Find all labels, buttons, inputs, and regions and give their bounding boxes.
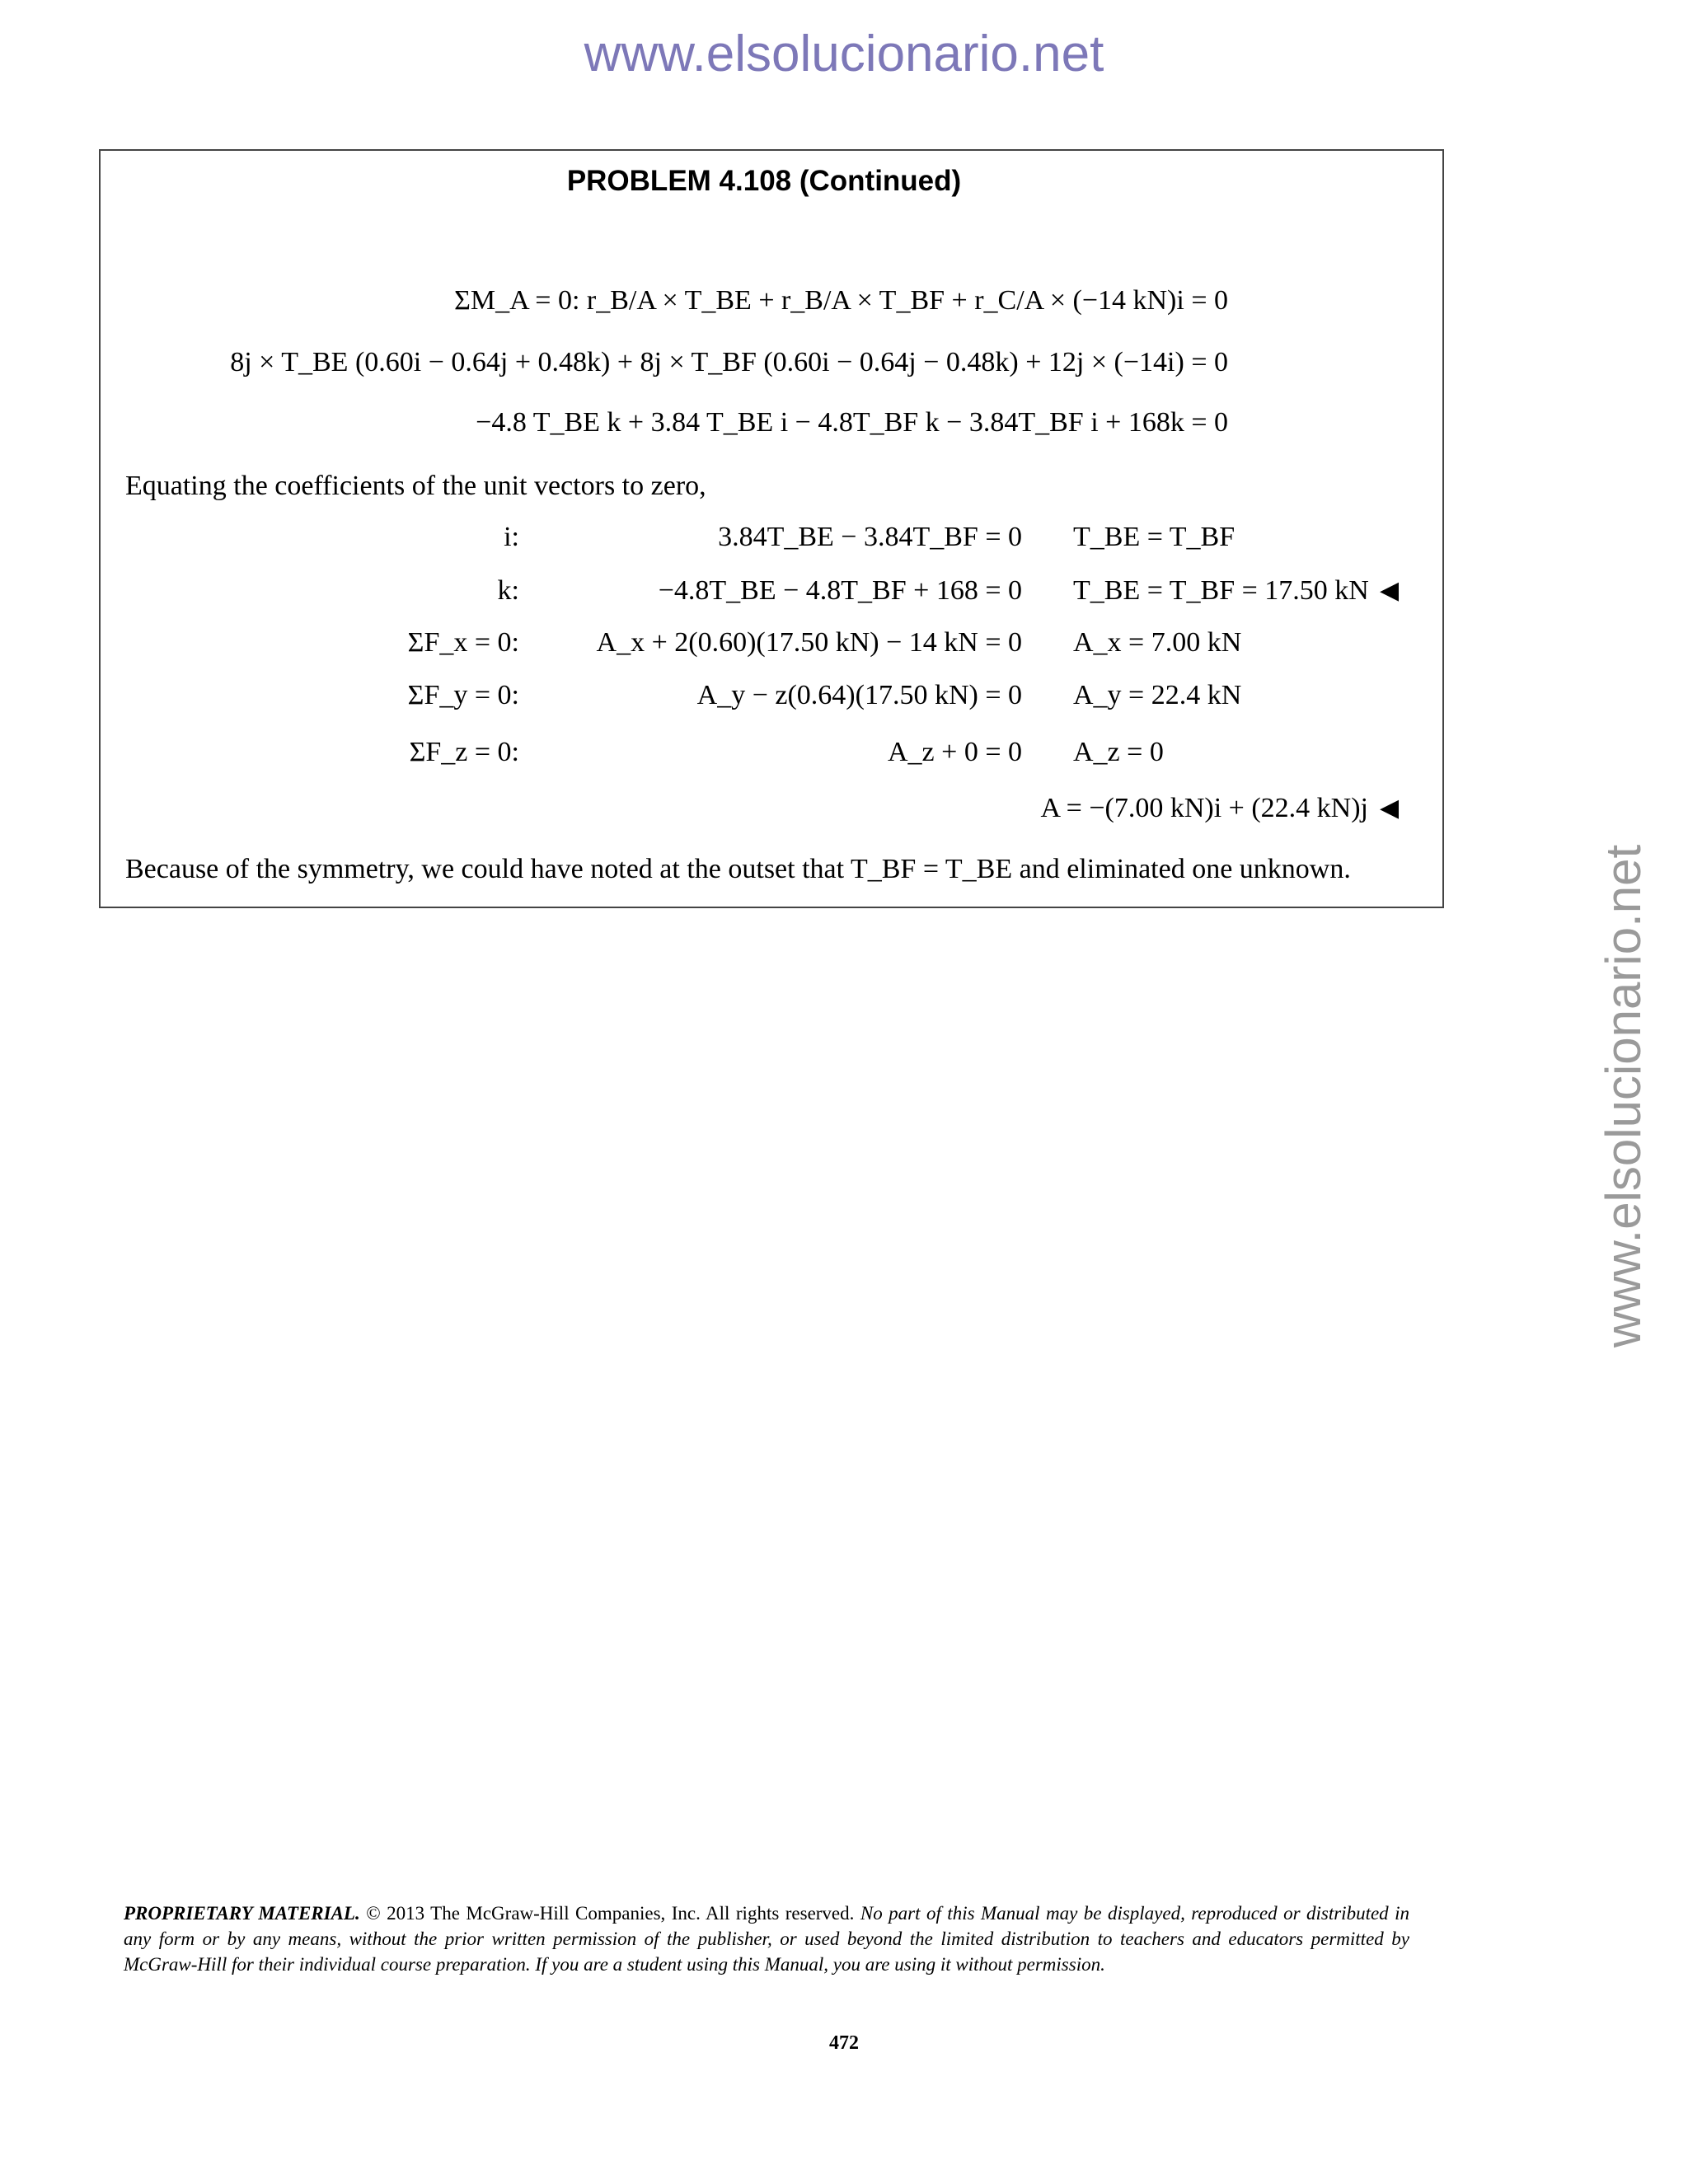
row-result: T_BE = T_BF (1073, 522, 1236, 552)
row-equation: A_y − z(0.64)(17.50 kN) = 0 (696, 680, 1022, 710)
row-equation: 3.84T_BE − 3.84T_BF = 0 (718, 522, 1022, 552)
equating-text: Equating the coefficients of the unit vectors to zero, (125, 471, 706, 501)
watermark-side: www.elsolucionario.net (1596, 844, 1651, 1348)
row-label: ΣF_x = 0: (407, 627, 519, 658)
row-result: A_y = 22.4 kN (1073, 680, 1242, 710)
row-equation: −4.8T_BE − 4.8T_BF + 168 = 0 (658, 575, 1022, 606)
symmetry-text (125, 851, 1351, 888)
symmetry-equation: T_BF = T_BE (850, 854, 1013, 884)
problem-title: PROBLEM 4.108 (Continued) (566, 165, 962, 197)
symmetry-text-before: Because of the symmetry, we could have noted at the outset that (125, 854, 845, 884)
row-label: k: (497, 575, 519, 606)
footer-copyright: © 2013 The McGraw-Hill Companies, Inc. All rights reserved. (366, 1903, 855, 1924)
footer-notice: No part of this Manual may be displayed, reproduced or distributed in any form or by any means, without the prior written permission of the publisher, or used beyond the limited distribution to teachers and educators permitted by McGraw-Hill for their individual course preparation. If you are a student using this Manual, you are using it without permission. (124, 1903, 1410, 1975)
row-label: i: (504, 522, 519, 552)
answer-marker-icon: ◀ (1380, 794, 1400, 822)
watermark-top: www.elsolucionario.net (584, 26, 1104, 82)
row-label: ΣF_z = 0: (409, 737, 519, 767)
row-equation: A_x + 2(0.60)(17.50 kN) − 14 kN = 0 (596, 627, 1022, 658)
footer-bold: PROPRIETARY MATERIAL. (124, 1903, 360, 1924)
row-label: ΣF_y = 0: (407, 680, 519, 710)
page-number: 472 (829, 2032, 859, 2054)
result-equation: −4.8 T_BE k + 3.84 T_BE i − 4.8T_BF k − 3.84T_BF i + 168k = 0 (476, 407, 1228, 438)
expanded-equation: 8j × T_BE (0.60i − 0.64j + 0.48k) + 8j × T_BF (0.60i − 0.64j − 0.48k) + 12j × (−14i) = 0 (230, 347, 1228, 377)
row-result: T_BE = T_BF = 17.50 kN (1073, 575, 1369, 606)
row-result: A_z = 0 (1073, 737, 1164, 767)
row-result: A_x = 7.00 kN (1073, 627, 1242, 658)
row-equation: A_z + 0 = 0 (888, 737, 1022, 767)
moment-equation: ΣM_A = 0: r_B/A × T_BE + r_B/A × T_BF + r_C/A × (−14 kN)i = 0 (454, 285, 1228, 316)
copyright-footer (124, 1900, 1409, 1977)
answer-marker-icon: ◀ (1380, 577, 1400, 604)
final-answer: A = −(7.00 kN)i + (22.4 kN)j (1040, 793, 1368, 823)
symmetry-text-after: and eliminated one unknown. (1019, 854, 1351, 884)
solution-box (99, 149, 1444, 908)
